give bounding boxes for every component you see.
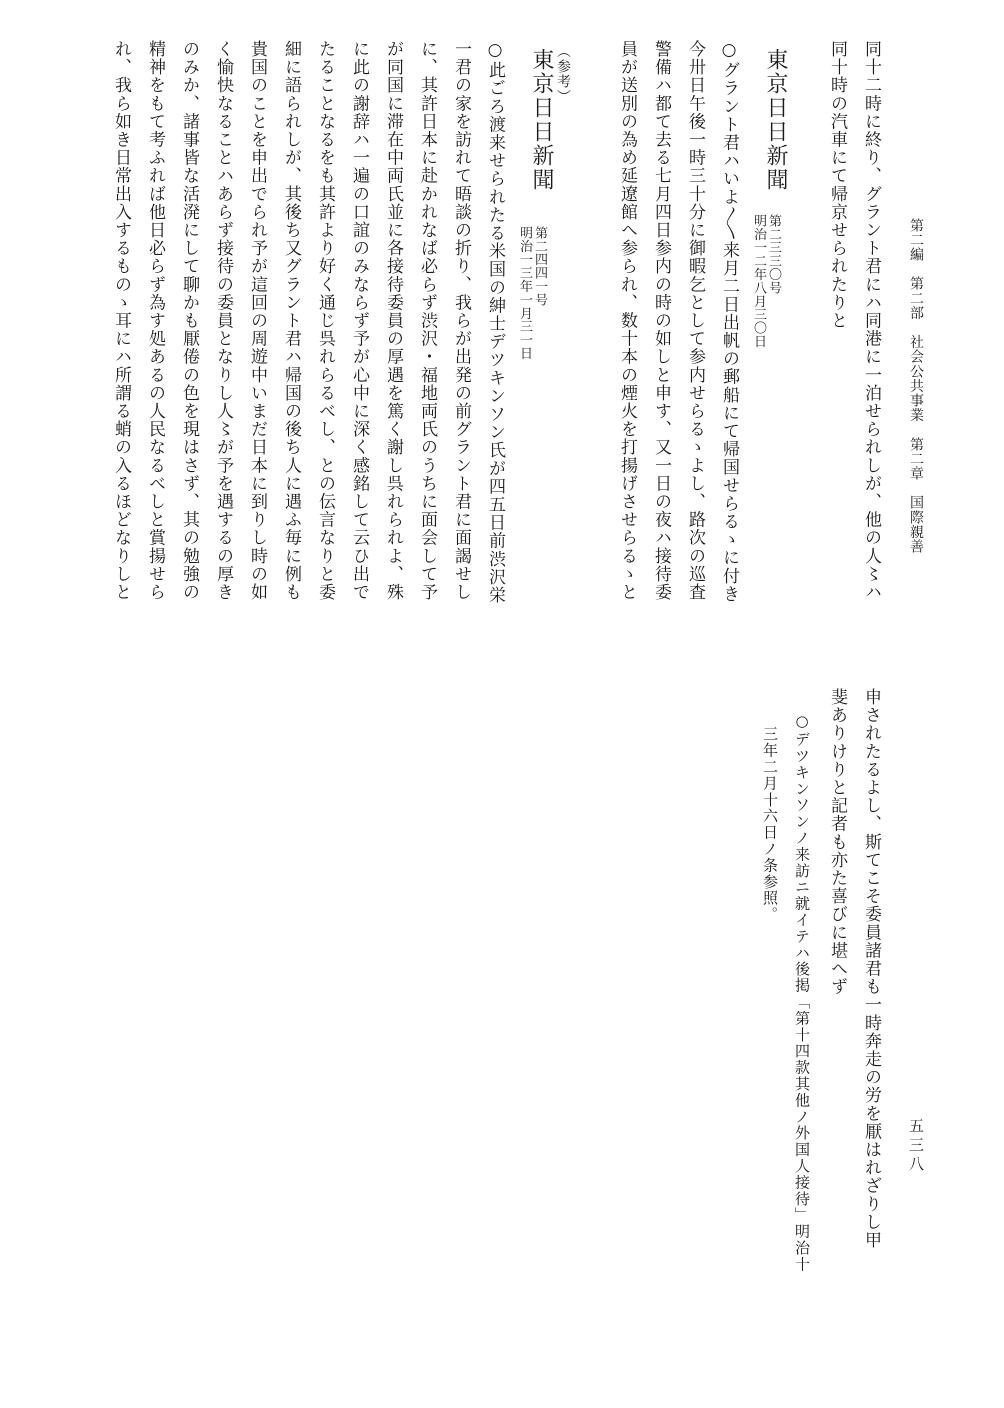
reference-label: （参考） — [555, 44, 571, 104]
text-line: 斐ありけりと記者も亦た喜びに堪へず — [827, 688, 847, 996]
page-number: 五三八 — [907, 1118, 925, 1175]
text-line: たることなるをも其許より好く通じ呉れらるべし、との伝言なりと委 — [315, 40, 335, 602]
text-line: 員が送別の為め延遼館へ参られ、数十本の煙火を打揚げさせらるゝと — [617, 40, 637, 602]
text-line: れ、我ら如き日常出入するものゝ耳にハ所謂る蛸の入るほどなりしと — [111, 40, 131, 602]
issue-number: 第二三三〇号 — [766, 214, 781, 295]
text-line: 今卅日午後一時三十分に御暇乞として参内せらるゝよし、路次の巡査 — [685, 40, 705, 602]
article-title: 東京日日新聞 — [763, 48, 788, 192]
text-line: く愉快なることハあらず接待の委員となりし人〻が予を遇するの厚き — [213, 40, 233, 602]
running-header: 第二編 第二部 社会公共事業 第二章 国際親善 — [908, 218, 924, 554]
text-line: 一君の家を訪れて晤談の折り、我らが出発の前グラント君に面謁せし — [451, 40, 471, 602]
text-line: 警備ハ都て去る七月四日参内の時の如しと申す、又一日の夜ハ接待委 — [651, 40, 671, 602]
issue-date: 明治一二年八月三〇日 — [751, 214, 766, 348]
text-line: 精神をもて考ふれば他日必らず為す処あるの人民なるべしと賞揚せら — [145, 40, 165, 602]
editorial-note: 三年二月十六日ノ条参照。 — [761, 726, 779, 923]
text-line: ○此ごろ渡来せられたる米国の紳士デツキンソン氏が四五日前渋沢栄 — [485, 40, 505, 605]
text-line: のみか、諸事皆な活溌にして聊かも厭倦の色を現はさず、其の勉強の — [179, 40, 199, 602]
text-line: 貴国のことを申出でられ予が這回の周遊中いまだ日本に到りし時の如 — [247, 40, 267, 602]
text-line: が同国に滞在中両氏並に各接待委員の厚遇を篤く謝し呉れられよ、殊 — [383, 40, 403, 602]
text-line: に、其許日本に赴かれなば必らず渋沢・福地両氏のうちに面会して予 — [417, 40, 437, 602]
article-title: 東京日日新聞 — [529, 48, 554, 192]
text-line: 同十時の汽車にて帰京せられたりと — [827, 40, 847, 330]
text-line: 細に語られしが、其後ち又グラント君ハ帰国の後ち人に遇ふ毎に例も — [281, 40, 301, 602]
editorial-note: ○デツキンソンノ来訪ニ就イテハ後掲「第十四款其他ノ外国人接待」明治十 — [793, 712, 811, 1273]
text-line: 同十二時に終り、グラント君にハ同港に一泊せられしが、他の人〻ハ — [861, 40, 881, 602]
issue-number: 第二四四一号 — [532, 226, 547, 307]
issue-date: 明治一三年一月三一日 — [517, 226, 532, 360]
text-line: に此の謝辞ハ一遍の口誼のみならず予が心中に深く感銘して云ひ出で — [349, 40, 369, 602]
text-line: ○グラント君ハいよ〳〵来月二日出帆の郵船にて帰国せらるゝに付き — [719, 40, 739, 603]
text-line: 申されたるよし、斯てこそ委員諸君も一時奔走の労を厭はれざりし甲 — [861, 688, 881, 1250]
